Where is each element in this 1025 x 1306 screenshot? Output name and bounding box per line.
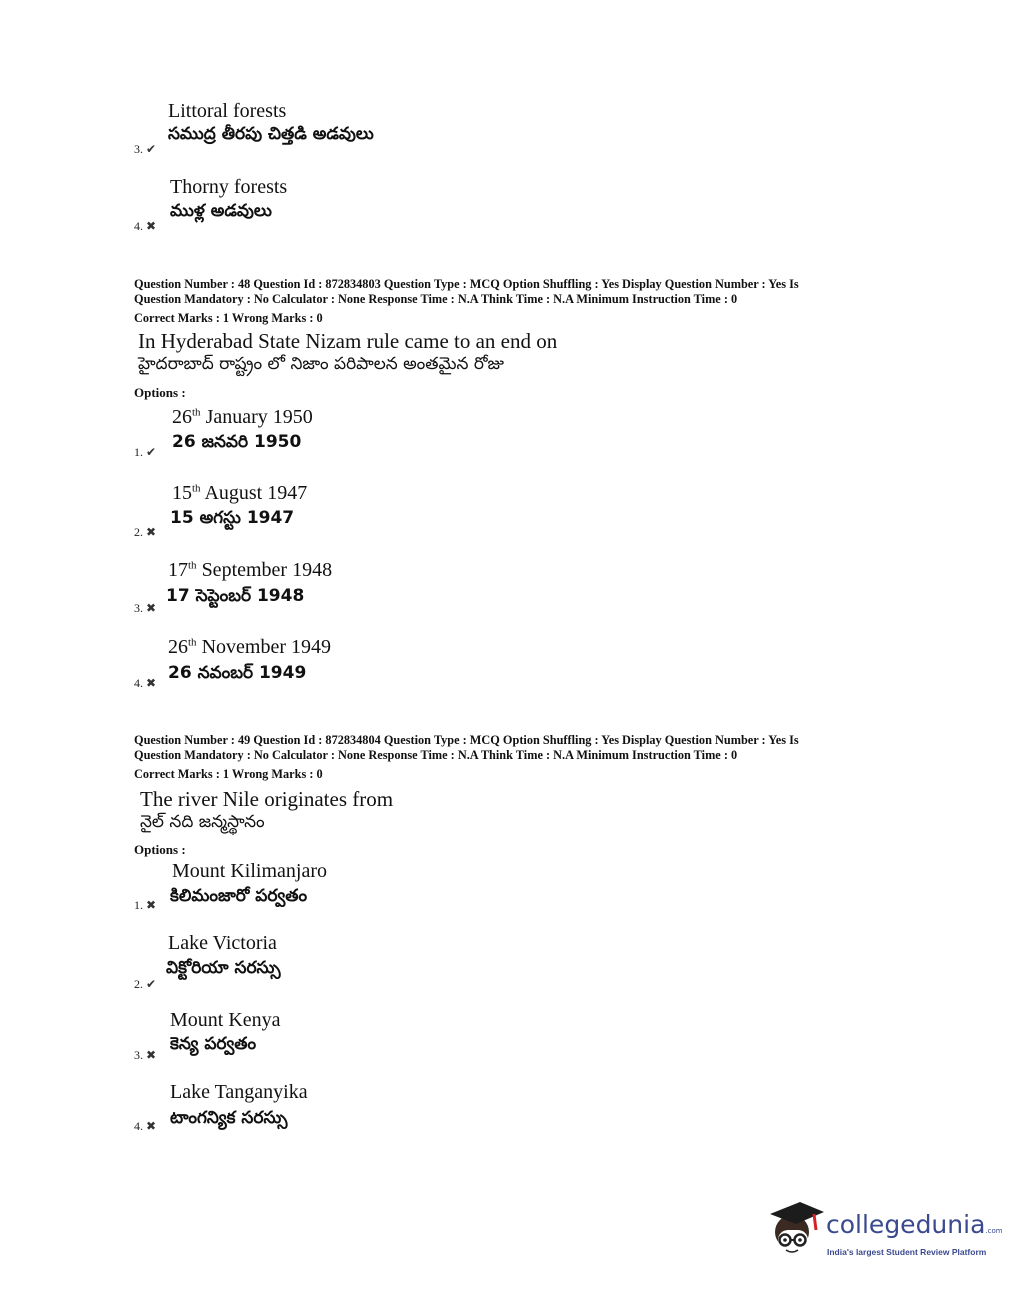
q49-meta (134, 733, 799, 782)
q48-marks: Correct Marks : 1 Wrong Marks : 0 (134, 311, 323, 325)
option-number: 3. (134, 142, 143, 156)
q49-options-label: Options : (134, 842, 186, 857)
q49-option-4-telugu: టాంగన్యిక సరస్సు (170, 1108, 288, 1128)
q49-option-2-telugu: విక్టోరియా సరస్సు (166, 958, 281, 978)
option-day: 26 (168, 636, 188, 658)
q49-text-telugu: నైల్ నది జన్మస్థానం (140, 812, 265, 832)
option-number: 2. (134, 525, 143, 539)
option-day: 26 (172, 406, 192, 428)
q48-option-4-english (168, 636, 331, 659)
prev-option-4-telugu: ముళ్ల అడవులు (170, 201, 272, 221)
option-day: 15 (172, 482, 192, 504)
q49-option-2-number-row (134, 975, 156, 993)
q48-options-label: Options : (134, 385, 186, 400)
q48-text-telugu: హైదరాబాద్ రాష్ట్రం లో నిజాం పరిపాలన అంతమైన రోజు (138, 354, 504, 374)
option-rest: January 1950 (200, 406, 313, 428)
q48-text-english: In Hyderabad State Nizam rule came to an end on (138, 329, 558, 353)
q49-option-1-english: Mount Kilimanjaro (172, 860, 327, 882)
prev-option-3-english: Littoral forests (168, 100, 287, 122)
q49-option-1-number-row (134, 896, 156, 914)
logo-name: collegedunia.com (826, 1210, 1003, 1239)
option-number: 1. (134, 445, 143, 459)
prev-option-3-telugu: సముద్ర తీరపు చిత్తడి అడవులు (168, 124, 374, 144)
option-suffix: th (188, 559, 197, 572)
q49-text-english: The river Nile originates from (140, 787, 394, 811)
option-rest: September 1948 (196, 559, 333, 581)
q48-option-4-number-row (134, 674, 156, 692)
q49-option-1-telugu: కిలిమంజారో పర్వతం (170, 886, 308, 906)
option-suffix: th (188, 636, 197, 649)
q48-option-1-telugu: 26 జనవరి 1950 (172, 432, 302, 452)
q48-option-3-english (168, 559, 332, 582)
correct-check-icon: ✔ (146, 445, 157, 459)
option-rest: August 1947 (200, 482, 308, 504)
q49-option-4-number-row (134, 1117, 156, 1135)
q48-meta-line2: Question Mandatory : No Calculator : None Response Time : N.A Think Time : N.A Minimum Instruction Time : 0 (134, 292, 738, 306)
option-suffix: th (192, 482, 201, 495)
q48-option-3-telugu: 17 సెప్టెంబర్ 1948 (166, 586, 305, 606)
option-number: 3. (134, 601, 143, 615)
prev-option-3-number-row (134, 140, 156, 158)
wrong-cross-icon: ✖ (146, 676, 157, 690)
q49-option-3-english: Mount Kenya (170, 1009, 281, 1031)
option-number: 1. (134, 898, 143, 912)
q48-meta (134, 277, 799, 326)
wrong-cross-icon: ✖ (146, 601, 157, 615)
option-number: 2. (134, 977, 143, 991)
option-number: 4. (134, 219, 143, 233)
collegedunia-logo (768, 1200, 1003, 1270)
wrong-cross-icon: ✖ (146, 898, 157, 912)
mascot-icon (768, 1200, 826, 1266)
q49-meta-line2: Question Mandatory : No Calculator : None Response Time : N.A Think Time : N.A Minimum Instruction Time : 0 (134, 748, 738, 762)
wrong-cross-icon: ✖ (146, 219, 157, 233)
wrong-cross-icon: ✖ (146, 1119, 157, 1133)
option-number: 3. (134, 1048, 143, 1062)
logo-tagline: India's largest Student Review Platform (827, 1247, 987, 1257)
prev-option-4-english: Thorny forests (170, 176, 288, 198)
q49-option-4-english: Lake Tanganyika (170, 1081, 308, 1103)
option-number: 4. (134, 676, 143, 690)
q48-option-2-english (172, 482, 307, 505)
q49-option-3-number-row (134, 1046, 156, 1064)
wrong-cross-icon: ✖ (146, 1048, 157, 1062)
q48-option-2-number-row (134, 523, 156, 541)
q49-option-2-english: Lake Victoria (168, 932, 277, 954)
correct-check-icon: ✔ (146, 142, 157, 156)
option-day: 17 (168, 559, 188, 581)
option-rest: November 1949 (196, 636, 331, 658)
q48-option-1-number-row (134, 443, 156, 461)
correct-check-icon: ✔ (146, 977, 157, 991)
q49-option-3-telugu: కెన్య పర్వతం (170, 1034, 257, 1054)
logo-suffix: .com (985, 1227, 1003, 1235)
option-number: 4. (134, 1119, 143, 1133)
q49-marks: Correct Marks : 1 Wrong Marks : 0 (134, 767, 323, 781)
q48-option-2-telugu: 15 అగస్టు 1947 (170, 508, 295, 528)
wrong-cross-icon: ✖ (146, 525, 157, 539)
q48-option-4-telugu: 26 నవంబర్ 1949 (168, 663, 307, 683)
option-suffix: th (192, 406, 201, 419)
q48-meta-line1: Question Number : 48 Question Id : 872834803 Question Type : MCQ Option Shuffling : Yes Display Question Number : Yes Is (134, 277, 799, 291)
q48-option-3-number-row (134, 599, 156, 617)
q49-meta-line1: Question Number : 49 Question Id : 872834804 Question Type : MCQ Option Shuffling : Yes Display Question Number : Yes Is (134, 733, 799, 747)
prev-option-4-number-row (134, 217, 156, 235)
q48-option-1-english (172, 406, 313, 429)
